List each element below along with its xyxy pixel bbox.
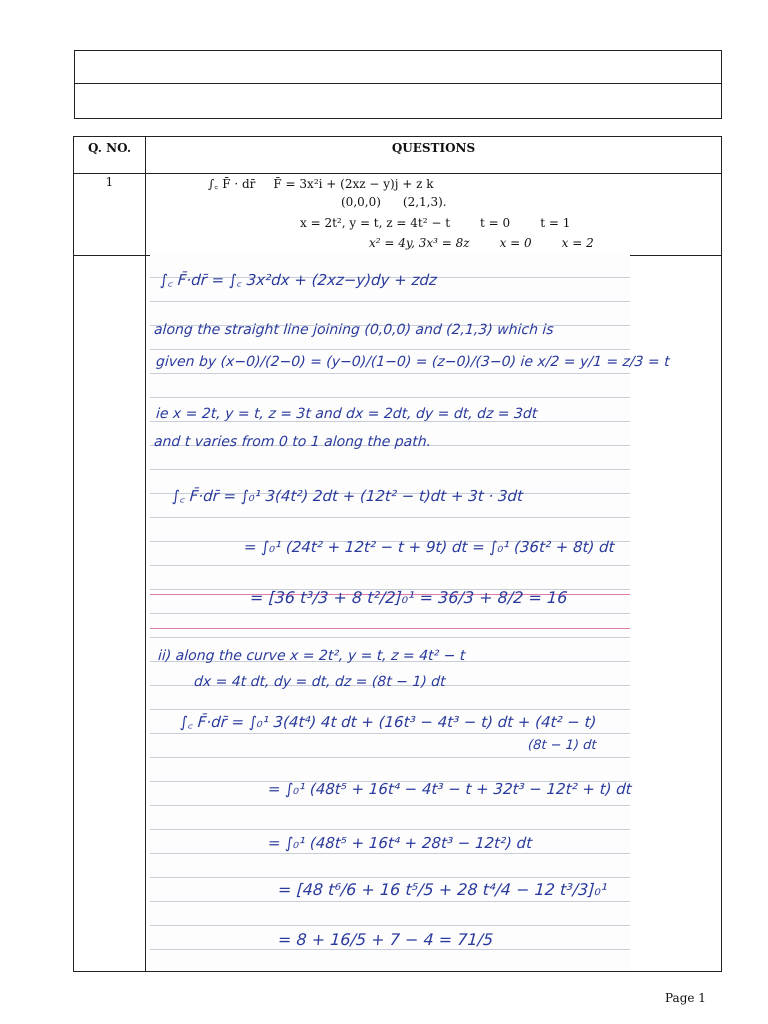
qno-column-header: Q. NO. bbox=[87, 141, 132, 155]
question-line-2 bbox=[341, 195, 447, 209]
handwritten-solution bbox=[150, 254, 671, 970]
solution-line: and t varies from 0 to 1 along the path. bbox=[153, 434, 432, 450]
solution-line: = ∫₀¹ (48t⁵ + 16t⁴ − 4t³ − t + 32t³ − 12t² + t) dt bbox=[267, 780, 633, 798]
line-integral: ∫꜀ F̄ · dr̄ bbox=[208, 177, 256, 191]
solution-line: given by (x−0)/(2−0) = (y−0)/(1−0) = (z−0)/(3−0) ie x/2 = y/1 = z/3 = t bbox=[155, 354, 671, 370]
x-upper: x = 2 bbox=[561, 236, 594, 250]
parametric-curve: x = 2t², y = t, z = 4t² − t bbox=[300, 216, 451, 230]
column-divider bbox=[145, 137, 146, 971]
vector-field: F̄ = 3x²i + (2xz − y)j + z k bbox=[273, 177, 434, 191]
header-box-top bbox=[74, 50, 722, 84]
solution-line: along the straight line joining (0,0,0) and (2,1,3) which is bbox=[153, 322, 555, 338]
solution-line: ∫꜀ F̄·dr̄ = ∫₀¹ 3(4t²) 2dt + (12t² − t)dt + 3t · 3dt bbox=[171, 487, 524, 505]
solution-line: ie x = 2t, y = t, z = 3t and dx = 2dt, dy = dt, dz = 3dt bbox=[155, 406, 538, 422]
margin-line bbox=[150, 628, 630, 629]
solution-result-line: = 8 + 16/5 + 7 − 4 = 71/5 bbox=[277, 930, 494, 949]
solution-line: dx = 4t dt, dy = dt, dz = (8t − 1) dt bbox=[193, 674, 447, 690]
start-point: (0,0,0) bbox=[341, 195, 381, 209]
solution-line: ∫꜀ F̄·dr̄ = ∫₀¹ 3(4t⁴) 4t dt + (16t³ − 4t³ − t) dt + (4t² − t) bbox=[179, 713, 597, 731]
solution-result-line: = [36 t³/3 + 8 t²/2]₀¹ = 36/3 + 8/2 = 16 bbox=[249, 588, 569, 607]
t-lower: t = 0 bbox=[480, 216, 511, 230]
solution-line: ii) along the curve x = 2t², y = t, z = 4t² − t bbox=[157, 648, 466, 664]
header-box-bottom bbox=[74, 83, 722, 119]
question-line-4 bbox=[369, 236, 594, 250]
solution-line: = ∫₀¹ (24t² + 12t² − t + 9t) dt = ∫₀¹ (36t² + 8t) dt bbox=[243, 538, 616, 556]
x-lower: x = 0 bbox=[499, 236, 532, 250]
solution-line: (8t − 1) dt bbox=[527, 738, 597, 753]
questions-column-header: QUESTIONS bbox=[391, 141, 476, 155]
solution-line: = [48 t⁶/6 + 16 t⁵/5 + 28 t⁴/4 − 12 t³/3]₀¹ bbox=[277, 880, 609, 899]
question-line-1 bbox=[208, 175, 434, 192]
question-number: 1 bbox=[105, 175, 114, 189]
question-line-3 bbox=[300, 216, 570, 230]
solution-line: ∫꜀ F̄·dr̄ = ∫꜀ 3x²dx + (2xz−y)dy + zdz bbox=[159, 271, 438, 289]
curve-equations: x² = 4y, 3x³ = 8z bbox=[369, 236, 470, 250]
page-number: Page 1 bbox=[665, 991, 706, 1005]
end-point: (2,1,3). bbox=[402, 195, 447, 209]
t-upper: t = 1 bbox=[540, 216, 571, 230]
solution-line: = ∫₀¹ (48t⁵ + 16t⁴ + 28t³ − 12t²) dt bbox=[267, 834, 533, 852]
